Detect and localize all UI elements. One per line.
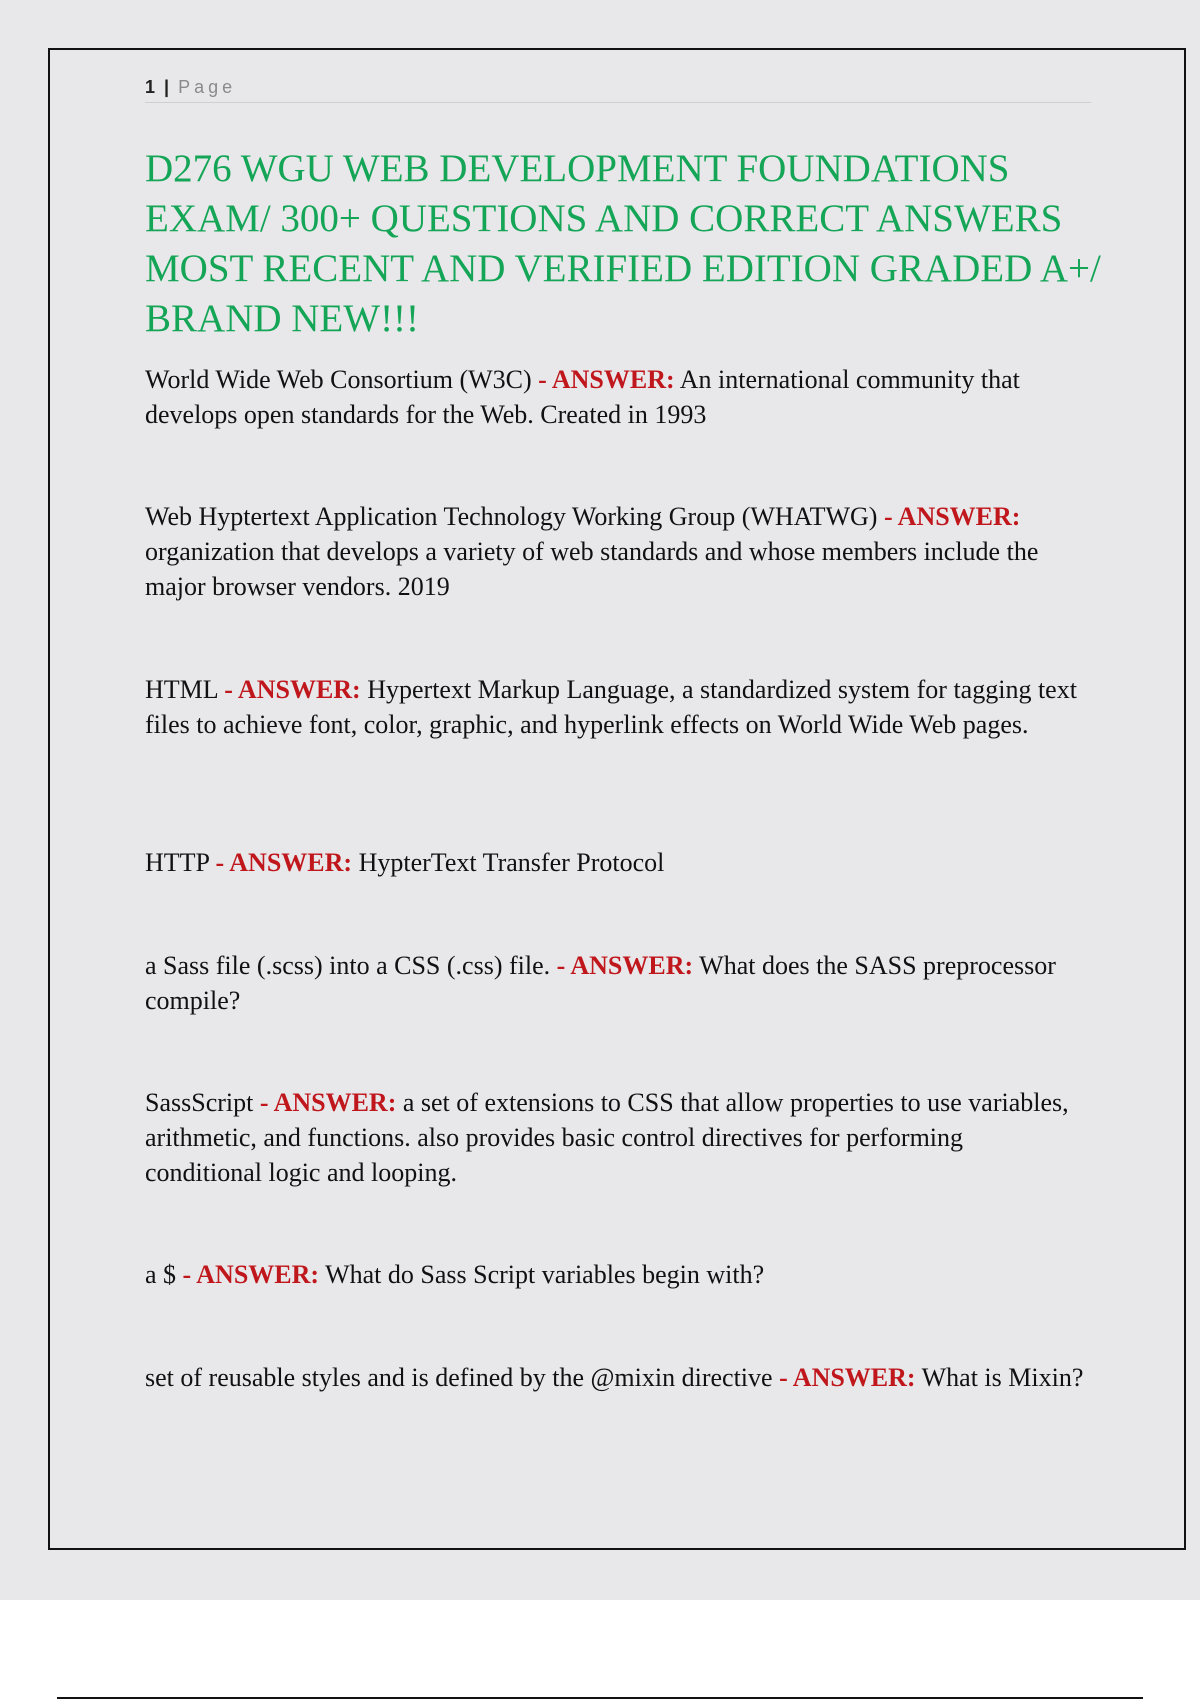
page-number: 1	[145, 77, 156, 97]
page-label: Page	[178, 77, 237, 97]
qa-answer: organization that develops a variety of web standards and whose members include the major browser vendors. 2019	[145, 537, 1039, 601]
qa-answer: What do Sass Script variables begin with?	[325, 1260, 765, 1289]
answer-label: - ANSWER:	[556, 951, 694, 980]
qa-term: a Sass file (.scss) into a CSS (.css) file.	[145, 951, 551, 980]
qa-answer: An international community that develops open standards for the Web. Created in 1993	[145, 365, 1020, 429]
qa-item	[145, 362, 1085, 432]
answer-label: - ANSWER:	[883, 502, 1021, 531]
page-header	[145, 74, 1091, 103]
answer-label: - ANSWER:	[779, 1363, 916, 1392]
qa-term: HTTP	[145, 848, 210, 877]
qa-term: HTML	[145, 675, 218, 704]
qa-item	[145, 1257, 1085, 1292]
qa-item	[145, 672, 1085, 742]
qa-item	[145, 499, 1085, 604]
page-header-separator: |	[164, 77, 170, 97]
qa-term: set of reusable styles and is defined by the @mixin directive	[145, 1363, 773, 1392]
answer-label: - ANSWER:	[215, 848, 353, 877]
qa-answer: What is Mixin?	[921, 1363, 1084, 1392]
qa-answer: What does the SASS preprocessor compile?	[145, 951, 1056, 1015]
answer-label: - ANSWER:	[224, 675, 361, 704]
answer-label: - ANSWER:	[538, 365, 675, 394]
qa-term: SassScript	[145, 1088, 254, 1117]
qa-answer: HypterText Transfer Protocol	[358, 848, 665, 877]
answer-label: - ANSWER:	[182, 1260, 320, 1289]
qa-item	[145, 948, 1085, 1018]
qa-answer: Hypertext Markup Language, a standardized system for tagging text files to achieve font, color, graphic, and hyperlink effects on World Wide Web pages.	[145, 675, 1077, 739]
next-page-rule	[57, 1697, 1143, 1699]
qa-item	[145, 1085, 1085, 1190]
answer-label: - ANSWER:	[259, 1088, 397, 1117]
qa-answer: a set of extensions to CSS that allow properties to use variables, arithmetic, and functions. also provides basic control directives for performing conditional logic and looping.	[145, 1088, 1069, 1187]
document-title: D276 WGU WEB DEVELOPMENT FOUNDATIONS EXAM/ 300+ QUESTIONS AND CORRECT ANSWERS MOST RECENT AND VERIFIED EDITION GRADED A+/ BRAND NEW!!!	[145, 147, 1101, 340]
qa-item	[145, 845, 1085, 880]
qa-item	[145, 1360, 1085, 1395]
qa-term: World Wide Web Consortium (W3C)	[145, 365, 532, 394]
qa-term: a $	[145, 1260, 177, 1289]
qa-term: Web Hyptertext Application Technology Working Group (WHATWG)	[145, 502, 878, 531]
